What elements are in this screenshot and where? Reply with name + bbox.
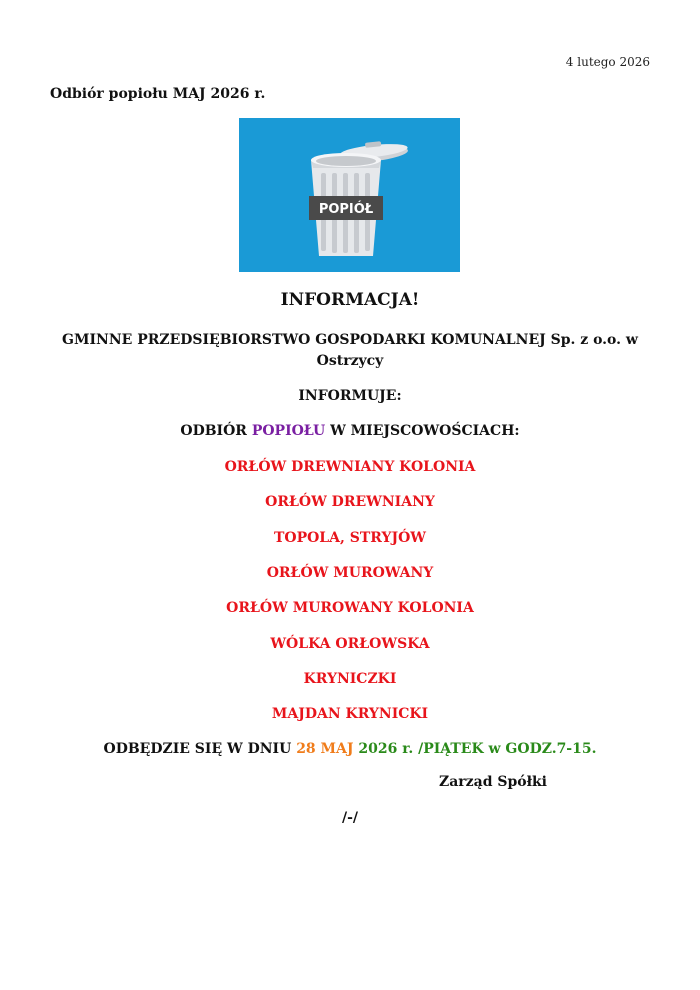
document-date: 4 lutego 2026 [565, 55, 650, 69]
locality-item: ORŁÓW DREWNIANY KOLONIA [224, 459, 476, 475]
locality-item: MAJDAN KRYNICKI [271, 706, 429, 722]
closing-mark: /-/ [341, 810, 359, 826]
company-name: GMINNE PRZEDSIĘBIORSTWO GOSPODARKI KOMUNALNEJ Sp. z o.o. w Ostrzycy [62, 332, 638, 369]
informuje-line: INFORMUJE: [298, 388, 402, 404]
document-title: Odbiór popiołu MAJ 2026 r. [50, 86, 266, 102]
locality-item: ORŁÓW MUROWANY [266, 565, 434, 581]
locality-item: ORŁÓW DREWNIANY [265, 494, 435, 510]
collection-prefix: ODBIÓR [180, 423, 252, 439]
information-heading: INFORMACJA! [280, 290, 420, 310]
locality-item: WÓLKA ORŁOWSKA [270, 636, 430, 652]
locality-item: TOPOLA, STRYJÓW [273, 530, 427, 546]
locality-item: ORŁÓW MUROWANY KOLONIA [226, 600, 474, 616]
locality-item: KRYNICZKI [303, 671, 397, 687]
schedule-prefix: ODBĘDZIE SIĘ W DNIU [103, 741, 297, 757]
signature: Zarząd Spółki [439, 774, 547, 790]
schedule-rest: 2026 r. /PIĄTEK w GODZ.7-15. [353, 741, 597, 757]
collection-suffix: W MIEJSCOWOŚCIACH: [325, 423, 520, 439]
schedule-line [50, 739, 650, 760]
trash-can-icon [239, 118, 460, 272]
banner-label: POPIÓŁ [318, 202, 374, 217]
collection-line [50, 421, 650, 442]
schedule-date: 28 MAJ [296, 741, 354, 757]
ash-bin-banner [239, 118, 460, 272]
collection-highlight: POPIOŁU [251, 423, 326, 439]
